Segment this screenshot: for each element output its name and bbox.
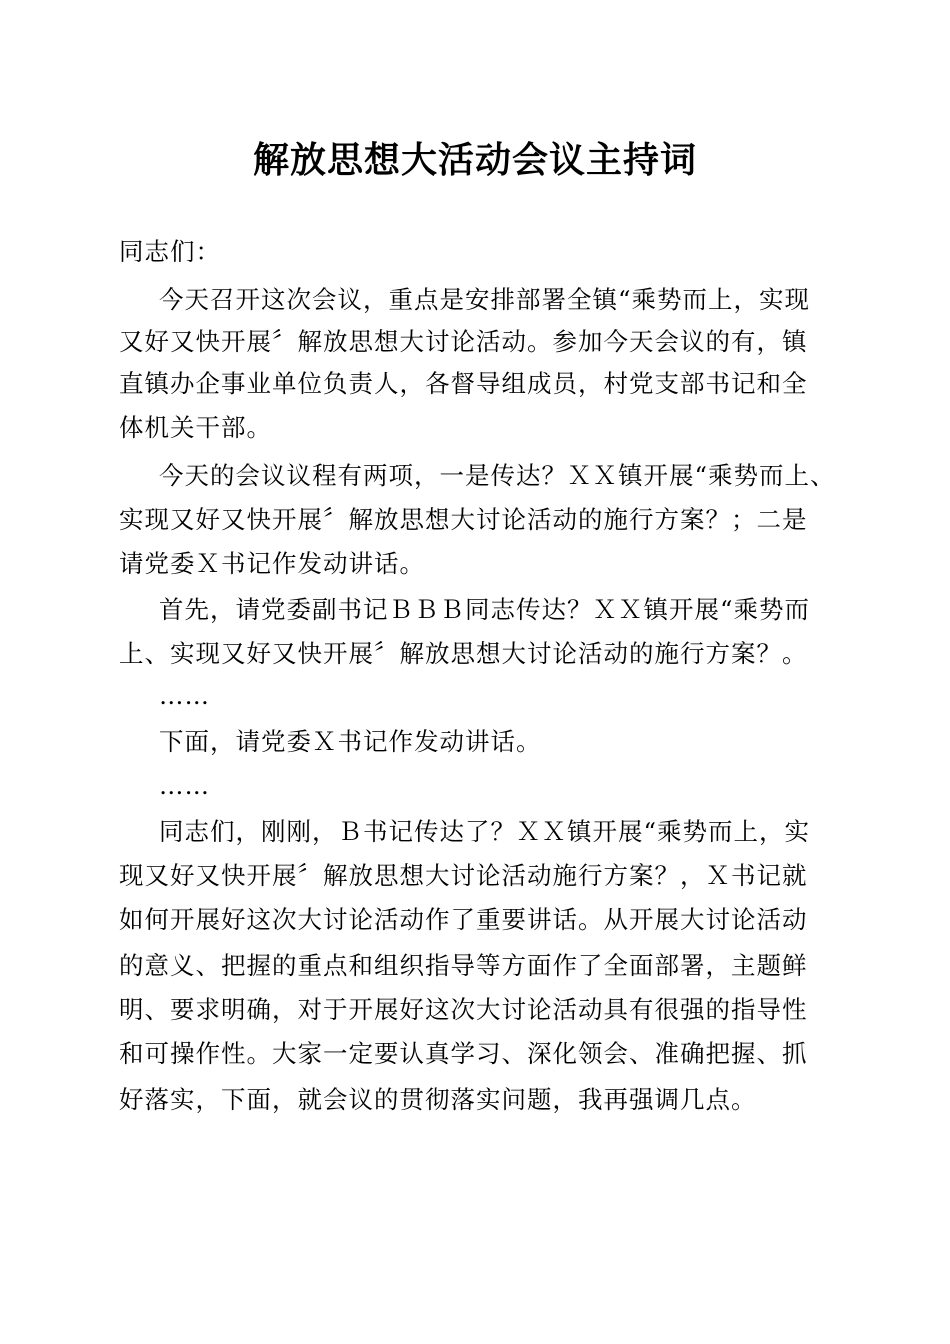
- document-title: 解放思想大活动会议主持词: [252, 139, 697, 181]
- ellipsis-line: ……: [159, 771, 210, 800]
- paragraph-line: 现又好又快开展〞解放思想大讨论活动施行方案？，Ｘ书记就: [119, 861, 808, 890]
- paragraph-line: 体机关干部。: [119, 413, 272, 442]
- ellipsis-line: ……: [159, 681, 210, 710]
- paragraph-line: 又好又快开展〞解放思想大讨论活动。参加今天会议的有，镇: [119, 327, 808, 356]
- paragraph-line: 同志们，刚刚，Ｂ书记传达了？ＸＸ镇开展“乘势而上，实: [159, 817, 811, 846]
- salutation: 同志们：: [119, 237, 221, 266]
- paragraph-line: 如何开展好这次大讨论活动作了重要讲话。从开展大讨论活动: [119, 905, 808, 934]
- paragraph-line: 明、要求明确，对于开展好这次大讨论活动具有很强的指导性: [119, 995, 808, 1024]
- paragraph-line: 好落实，下面，就会议的贯彻落实问题，我再强调几点。: [119, 1085, 757, 1114]
- paragraph-line: 上、实现又好又快开展〞解放思想大讨论活动的施行方案？。: [119, 639, 808, 668]
- paragraph-line: 的意义、把握的重点和组织指导等方面作了全面部署，主题鲜: [119, 951, 808, 980]
- paragraph-line: 直镇办企事业单位负责人，各督导组成员，村党支部书记和全: [119, 369, 808, 398]
- paragraph-line: 首先，请党委副书记ＢＢＢ同志传达？ＸＸ镇开展“乘势而: [159, 595, 811, 624]
- paragraph-line: 下面，请党委Ｘ书记作发动讲话。: [159, 727, 542, 756]
- paragraph-line: 今天的会议议程有两项，一是传达？ＸＸ镇开展“乘势而上、: [159, 461, 836, 490]
- paragraph-line: 请党委Ｘ书记作发动讲话。: [119, 549, 425, 578]
- paragraph-line: 和可操作性。大家一定要认真学习、深化领会、准确把握、抓: [119, 1039, 808, 1068]
- paragraph-line: 今天召开这次会议，重点是安排部署全镇“乘势而上，实现: [159, 285, 811, 314]
- paragraph-line: 实现又好又快开展〞解放思想大讨论活动的施行方案？；二是: [119, 505, 808, 534]
